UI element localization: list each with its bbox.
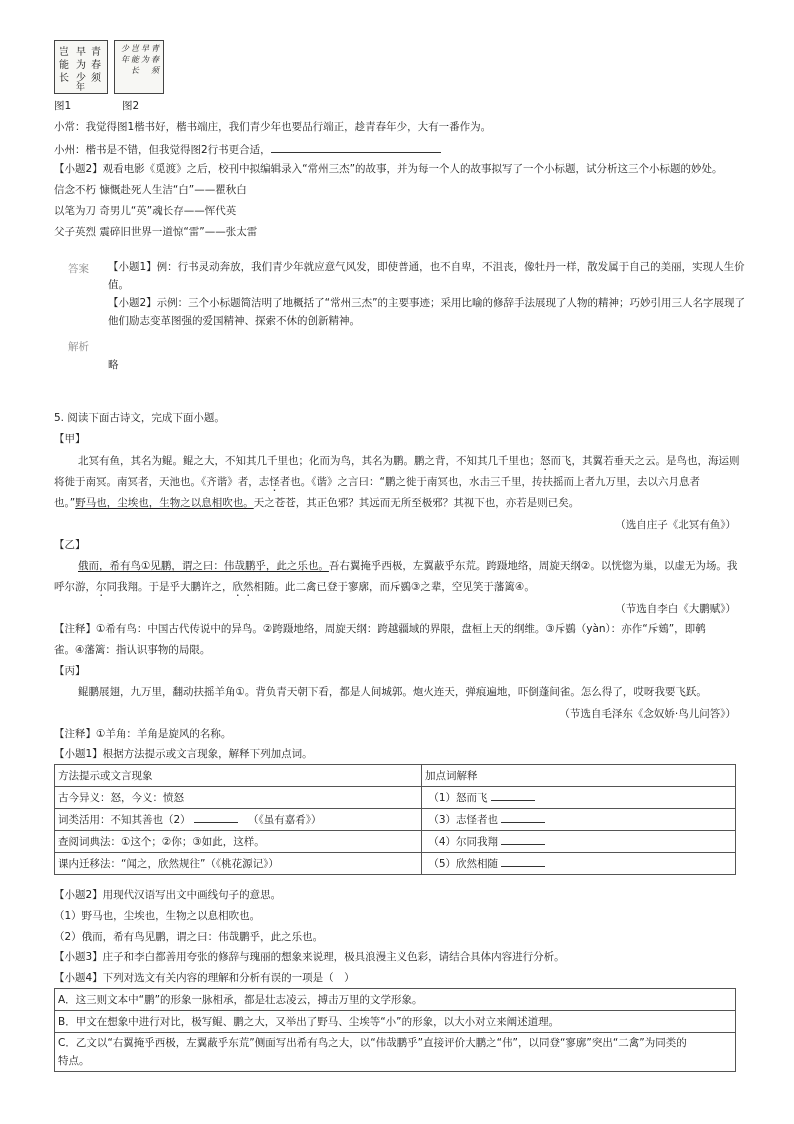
bing-line-1: 鲲鹏展翅，九万里，翻动扶摇羊角①。背负青天朝下看，都是人间城郭。炮火连天，弹痕遍地，吓倒蓬间雀。怎么得了，哎呀我要飞跃。 (78, 686, 707, 698)
jia-line-3: 也。”野马也，尘埃也，生物之以息相吹也。天之苍苍，其正色邪？其远而无所至极邪？其视下也，亦若是则已矣。 (54, 497, 580, 509)
q2-title-1: 信念不朽 慷慨赴死人生洁“白”——瞿秋白 (54, 184, 247, 196)
fig1-char: 能 (59, 60, 69, 71)
table-cell: 词类活用：不知其善也（2） （《虽有嘉肴》） (55, 809, 422, 831)
fig1-char: 为 (76, 60, 86, 71)
option-row[interactable] (55, 1011, 736, 1033)
q2-title-3: 父子英烈 震碎旧世界一道惊“雷”——张太雷 (54, 226, 258, 238)
fig1-char: 须 (91, 73, 101, 84)
fig2-char: 春 (151, 55, 159, 64)
annotation-table (54, 764, 736, 875)
q5-heading: 5. 阅读下面古诗文，完成下面小题。 (54, 412, 225, 424)
sub-question-1: 【小题1】根据方法提示或文言现象，解释下列加点词。 (54, 748, 313, 760)
table-cell: （5）欣然相随 (422, 853, 736, 875)
answer-2: 【小题2】示例：三个小标题简洁明了地概括了“常州三杰”的主要事迹；采用比喻的修辞手法展现了人物的精神；巧妙引用三人名字展现了他们励志变革图强的爱国精神、探索不休的创新精神。 (108, 297, 746, 327)
yi-source: （节选自李白《大鹏赋》） (615, 603, 736, 615)
jia-line-2: 将徙于南冥。南冥者，天池也。《齐谐》者，志怪者也。《谐》之言曰：“鹏之徙于南冥也，水击三千里，抟扶摇而上者九万里，去以六月息者 (54, 476, 700, 488)
option-row[interactable] (55, 989, 736, 1011)
analysis-label: 解析 (68, 341, 89, 353)
yi-line-1: 俄而，希有鸟①见鹏，谓之曰：伟哉鹏乎，此之乐也。吾右翼掩乎西极，左翼蔽乎东荒。跨蹑地络，周旋天纲②。以恍惚为巢，以虚无为场。我 (78, 560, 738, 572)
fig2-char: 岂 (131, 44, 139, 53)
fig2-char: 青 (151, 44, 159, 53)
option-c[interactable]: C．乙文以“右翼掩乎西极，左翼蔽乎东荒”侧面写出希有鸟之大，以“伟哉鹏乎”直接评价大鹏之“伟”，以同登“寥廓”突出“二禽”为同类的 特点。 (55, 1033, 736, 1072)
fig2-char: 年 (121, 55, 129, 64)
fig2-char: 长 (131, 66, 139, 75)
calligraphy-image-1 (54, 40, 108, 94)
sub-question-4: 【小题4】下列对选文有关内容的理解和分析有误的一项是（ ） (54, 972, 355, 984)
answer-blank[interactable] (501, 856, 545, 867)
answer-blank[interactable] (194, 812, 238, 823)
table-cell: 古今异义：怒，今义：愤怒 (55, 787, 422, 809)
answer-blank[interactable] (491, 790, 535, 801)
yi-note-2: 雀。④藩篱：指认识事物的局限。 (54, 644, 211, 656)
fig1-char: 长 (59, 73, 69, 84)
dialogue-xiaochang: 小常：我觉得图1楷书好，楷书端庄，我们青少年也要品行端正，趁青春年少，大有一番作为。 (54, 121, 492, 133)
answer-blank[interactable] (501, 834, 545, 845)
fig2-char: 早 (141, 44, 149, 53)
table-cell: （1）怒而飞 (422, 787, 736, 809)
figure-caption-2: 图2 (122, 100, 140, 112)
fig1-char: 少 (76, 73, 86, 84)
q2-title-2: 以笔为刀 奇男儿“英”魂长存——恽代英 (54, 205, 237, 217)
table-header: 方法提示或文言现象 (55, 765, 422, 787)
analysis-text: 略 (108, 359, 119, 371)
fig2-char: 须 (151, 66, 159, 75)
fig2-char: 能 (131, 55, 139, 64)
option-b[interactable]: B．甲文在想象中进行对比，极写鲲、鹏之大，又举出了野马、尘埃等“小”的形象，以大小对立来阐述道理。 (55, 1011, 736, 1033)
answer-1: 【小题1】例：行书灵动奔放，我们青少年就应意气风发，即使普通，也不自卑，不沮丧，像牡丹一样，散发属于自己的美丽，实现人生价值。 (108, 261, 745, 291)
table-row (55, 831, 736, 853)
fig1-char: 春 (91, 60, 101, 71)
q2-prompt: 【小题2】观看电影《觅渡》之后，校刊中拟编辑录入“常州三杰”的故事，并为每一个人的故事拟写了一个小标题，试分析这三个小标题的妙处。 (54, 163, 723, 175)
option-a[interactable]: A．这三则文本中“鹏”的形象一脉相承，都是壮志凌云，搏击万里的文学形象。 (55, 989, 736, 1011)
jia-line-1: 北冥有鱼，其名为鲲。鲲之大，不知其几千里也；化而为鸟，其名为鹏。鹏之背，不知其几千里也；怒而飞，其翼若垂天之云。是鸟也，海运则 (78, 455, 740, 467)
table-cell: 查阅词典法：①这个；②你；③如此，这样。 (55, 831, 422, 853)
answer-label: 答案 (68, 263, 89, 275)
jia-label: 【甲】 (54, 433, 86, 445)
table-cell: （3）志怪者也 (422, 809, 736, 831)
answer-blank[interactable] (501, 812, 545, 823)
fig1-char: 早 (76, 47, 86, 58)
table-header: 加点词解释 (422, 765, 736, 787)
yi-line-2: 呼尔游，尔同我翔。于是乎大鹏许之，欣然相随。此二禽已登于寥廓，而斥鷃③之辈，空见笑于藩篱④。 (54, 581, 535, 593)
fig1-char: 岂 (59, 47, 69, 58)
jia-source: （选自庄子《北冥有鱼》） (615, 519, 736, 531)
sub-question-2: 【小题2】用现代汉语写出文中画线句子的意思。 (54, 889, 282, 901)
table-row (55, 787, 736, 809)
dialogue-xiaozhou: 小州：楷书是不错，但我觉得图2行书更合适， (54, 142, 441, 157)
fig1-char: 年 (76, 83, 86, 93)
yi-label: 【乙】 (54, 539, 86, 551)
sub-question-2-item-1: （1）野马也，尘埃也，生物之以息相吹也。 (54, 910, 261, 922)
bing-source: （节选自毛泽东《念奴娇·鸟儿问答》） (559, 708, 736, 720)
table-cell: （4）尔同我翔 (422, 831, 736, 853)
table-cell: 课内迁移法：“闻之，欣然规往”（《桃花源记》） (55, 853, 422, 875)
figure-caption-1: 图1 (54, 100, 72, 112)
fig2-char: 为 (141, 55, 149, 64)
sub-question-3: 【小题3】庄子和李白都善用夸张的修辞与瑰丽的想象来说理，极具浪漫主义色彩，请结合具体内容进行分析。 (54, 951, 565, 963)
bing-note: 【注释】①羊角：羊角是旋风的名称。 (54, 728, 232, 740)
table-row (55, 853, 736, 875)
sub-question-2-item-2: （2）俄而，希有鸟见鹏，谓之曰：伟哉鹏乎，此之乐也。 (54, 931, 324, 943)
table-row (55, 809, 736, 831)
bing-label: 【丙】 (54, 665, 86, 677)
answer-blank[interactable] (271, 142, 441, 153)
options-table (54, 988, 736, 1072)
yi-note-1: 【注释】①希有鸟：中国古代传说中的异鸟。②跨蹑地络，周旋天纲：跨越疆域的界限，盘桓上天的纲维。③斥鷃（yàn）：亦作“斥鴳”，即鹌 (54, 623, 706, 635)
option-row[interactable] (55, 1033, 736, 1072)
calligraphy-image-2 (114, 40, 164, 94)
fig1-char: 青 (91, 47, 101, 58)
fig2-char: 少 (121, 44, 129, 53)
table-header-row (55, 765, 736, 787)
